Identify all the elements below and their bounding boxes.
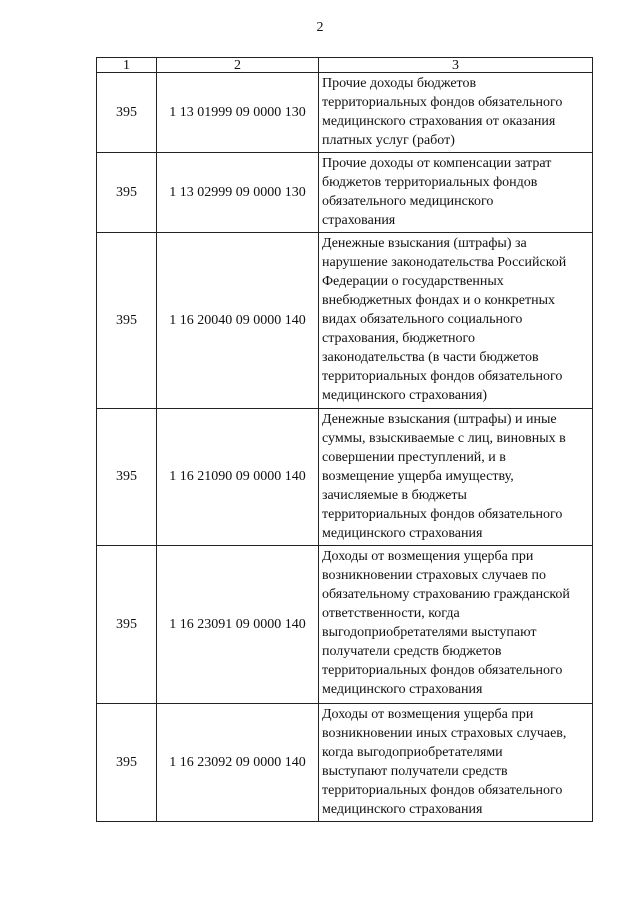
description-line: Доходы от возмещения ущерба при (322, 549, 534, 564)
description-line: Денежные взыскания (штрафы) за (322, 236, 527, 251)
table-row (97, 73, 593, 153)
description-line: страхования (322, 213, 396, 228)
row-admin-code: 395 (97, 546, 157, 704)
description-line: обязательному страхованию гражданской (322, 587, 570, 602)
description-line: Денежные взыскания (штрафы) и иные (322, 412, 557, 427)
description-line: медицинского страхования (322, 682, 483, 697)
description-line: законодательства (в части бюджетов (322, 350, 539, 365)
row-budget-code: 1 16 21090 09 0000 140 (157, 409, 319, 546)
description-line: медицинского страхования (322, 526, 483, 541)
description-line: страхования, бюджетного (322, 331, 475, 346)
description-line: территориальных фондов обязательного (322, 663, 563, 678)
row-admin-code: 395 (97, 153, 157, 233)
column-header-1: 1 (97, 58, 157, 73)
description-line: выгодоприобретателями выступают (322, 625, 537, 640)
description-line: видах обязательного социального (322, 312, 523, 327)
row-description (319, 546, 593, 704)
table-header-row (97, 58, 593, 73)
row-admin-code: 395 (97, 233, 157, 409)
description-line: медицинского страхования (322, 802, 483, 817)
table-row (97, 409, 593, 546)
description-line: Федерации о государственных (322, 274, 504, 289)
description-line: обязательного медицинского (322, 194, 494, 209)
row-budget-code: 1 16 23092 09 0000 140 (157, 704, 319, 822)
row-budget-code: 1 16 20040 09 0000 140 (157, 233, 319, 409)
table-row (97, 233, 593, 409)
description-line: территориальных фондов обязательного (322, 507, 563, 522)
table-row (97, 153, 593, 233)
description-line: когда выгодоприобретателями (322, 745, 503, 760)
description-line: Прочие доходы от компенсации затрат (322, 156, 552, 171)
table-row (97, 546, 593, 704)
row-description (319, 409, 593, 546)
row-description (319, 233, 593, 409)
description-line: зачисляемые в бюджеты (322, 488, 467, 503)
row-admin-code: 395 (97, 409, 157, 546)
description-line: суммы, взыскиваемые с лиц, виновных в (322, 431, 566, 446)
description-line: внебюджетных фондах и о конкретных (322, 293, 556, 308)
description-line: нарушение законодательства Российской (322, 255, 567, 270)
description-line: возникновении страховых случаев по (322, 568, 547, 583)
income-codes-table (96, 57, 593, 822)
row-budget-code: 1 13 01999 09 0000 130 (157, 73, 319, 153)
description-line: платных услуг (работ) (322, 133, 455, 148)
table-row (97, 704, 593, 822)
description-line: территориальных фондов обязательного (322, 95, 563, 110)
row-description (319, 153, 593, 233)
description-line: медицинского страхования) (322, 388, 488, 403)
description-line: получатели средств бюджетов (322, 644, 502, 659)
description-line: возмещение ущерба имуществу, (322, 469, 514, 484)
description-line: медицинского страхования от оказания (322, 114, 556, 129)
description-line: территориальных фондов обязательного (322, 783, 563, 798)
description-line: ответственности, когда (322, 606, 460, 621)
description-line: совершении преступлений, и в (322, 450, 506, 465)
row-budget-code: 1 13 02999 09 0000 130 (157, 153, 319, 233)
row-budget-code: 1 16 23091 09 0000 140 (157, 546, 319, 704)
column-header-3: 3 (319, 58, 593, 73)
row-description (319, 704, 593, 822)
page-number: 2 (316, 20, 324, 35)
column-header-2: 2 (157, 58, 319, 73)
description-line: выступают получатели средств (322, 764, 508, 779)
description-line: Доходы от возмещения ущерба при (322, 707, 534, 722)
row-description (319, 73, 593, 153)
row-admin-code: 395 (97, 73, 157, 153)
description-line: территориальных фондов обязательного (322, 369, 563, 384)
description-line: Прочие доходы бюджетов (322, 76, 477, 91)
description-line: бюджетов территориальных фондов (322, 175, 538, 190)
description-line: возникновении иных страховых случаев, (322, 726, 567, 741)
row-admin-code: 395 (97, 704, 157, 822)
